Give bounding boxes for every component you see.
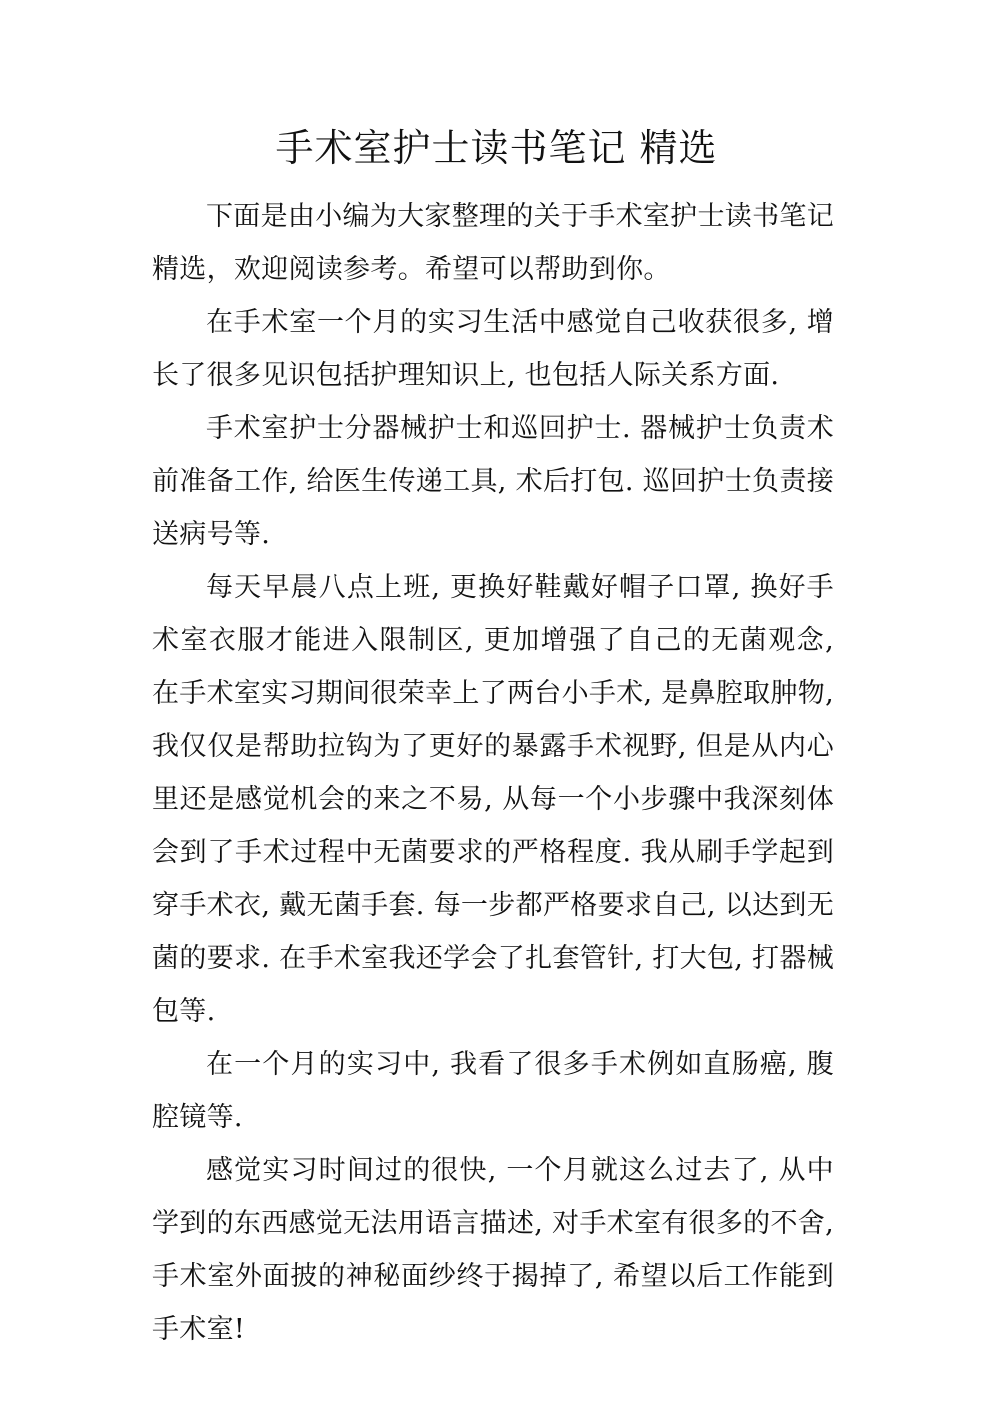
paragraph-daily-routine: 每天早晨八点上班, 更换好鞋戴好帽子口罩, 换好手术室衣服才能进入限制区, 更加增强了自己的无菌观念, 在手术室实习期间很荣幸上了两台小手术, 是鼻腔取肿物, 我仅仅是帮助拉钩为了更好的暴露手术视野, 但是从内心里还是感觉机会的来之不易, 从每一个小步骤中我深刻体会到了手术过程中无菌要求的严格程度. 我从刷手学起到穿手术衣, 戴无菌手套. 每一步都严格要求自己, 以达到无菌的要求. 在手术室我还学会了扎套管针, 打大包, 打器械包等. — [152, 572, 834, 1027]
paragraph-conclusion: 感觉实习时间过的很快, 一个月就这么过去了, 从中学到的东西感觉无法用语言描述, 对手术室有很多的不舍, 手术室外面披的神秘面纱终于揭掉了, 希望以后工作能到手术室! — [152, 1155, 834, 1345]
document-title: 手术室护士读书笔记 精选 — [275, 126, 718, 170]
paragraph-internship-summary: 在手术室一个月的实习生活中感觉自己收获很多, 增长了很多见识包括护理知识上, 也包括人际关系方面. — [152, 307, 834, 391]
paragraph-surgeries-observed: 在一个月的实习中, 我看了很多手术例如直肠癌, 腹腔镜等. — [152, 1049, 834, 1133]
paragraph-nurse-roles: 手术室护士分器械护士和巡回护士. 器械护士负责术前准备工作, 给医生传递工具, 术后打包. 巡回护士负责接送病号等. — [152, 413, 834, 550]
paragraph-intro: 下面是由小编为大家整理的关于手术室护士读书笔记精选，欢迎阅读参考。希望可以帮助到你。 — [152, 201, 834, 285]
document-body — [152, 190, 834, 1356]
